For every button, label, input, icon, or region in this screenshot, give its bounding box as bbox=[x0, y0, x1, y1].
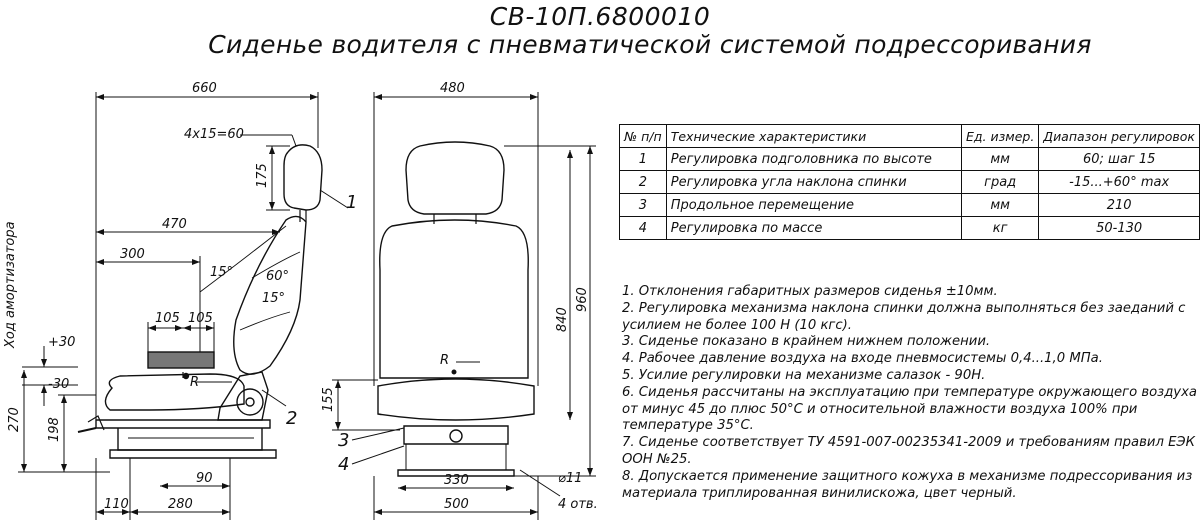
cell-range: 50-130 bbox=[1039, 217, 1200, 240]
cell-unit: мм bbox=[962, 194, 1039, 217]
cell-characteristic: Регулировка подголовника по высоте bbox=[666, 148, 961, 171]
front-headrest bbox=[406, 142, 504, 214]
travel-caption: Ход амортизатора bbox=[3, 221, 18, 348]
dim-270: 270 bbox=[7, 407, 22, 432]
side-cushion bbox=[105, 374, 244, 410]
dim-480: 480 bbox=[440, 81, 465, 96]
note-item: 1. Отклонения габаритных размеров сиденья ±10мм. bbox=[622, 284, 998, 299]
side-labels bbox=[3, 81, 357, 512]
dim-660: 660 bbox=[192, 81, 217, 96]
side-base bbox=[96, 420, 270, 428]
table-row bbox=[620, 217, 1200, 240]
dim-4x15: 4x15=60 bbox=[184, 127, 244, 142]
callout-4: 4 bbox=[338, 454, 350, 475]
cell-range: 210 bbox=[1039, 194, 1200, 217]
cell-characteristic: Регулировка по массе bbox=[666, 217, 961, 240]
dim-105-left: 105 bbox=[155, 311, 180, 326]
note-item: 8. Допускается применение защитного кожуха в механизме подрессоривания из материала триплированная винилискожа, цвет черный. bbox=[622, 468, 1193, 501]
note-item: 4. Рабочее давление воздуха на входе пневмосистемы 0,4...1,0 МПа. bbox=[622, 351, 1103, 367]
angle-15-upper: 15° bbox=[210, 265, 234, 280]
travel-minus: -30 bbox=[48, 377, 70, 392]
drawing-code: СВ-10П.6800010 bbox=[489, 2, 711, 31]
dim-155: 155 bbox=[321, 387, 336, 412]
table-row bbox=[620, 148, 1200, 171]
dim-90: 90 bbox=[196, 471, 213, 486]
table-row bbox=[620, 171, 1200, 194]
note-item: 2. Регулировка механизма наклона спинки должна выполняться без заеданий с усилием не более 100 Н (10 кгс). bbox=[622, 300, 1186, 333]
callout-2: 2 bbox=[286, 408, 298, 429]
front-cushion bbox=[378, 379, 534, 420]
note-item: 6. Сиденья рассчитаны на эксплуатацию при температуре окружающего воздуха от минус 45 до плюс 50°С и относительной влажности воздуха 100% при температуре 35°С. bbox=[622, 384, 1198, 434]
cell-range: -15...+60° max bbox=[1039, 171, 1200, 194]
table-row bbox=[620, 194, 1200, 217]
spec-table bbox=[619, 124, 1200, 240]
dim-330: 330 bbox=[444, 473, 469, 488]
dim-175: 175 bbox=[255, 163, 270, 188]
front-backrest bbox=[380, 220, 529, 378]
cell-unit: град bbox=[962, 171, 1039, 194]
cell-range: 60; шаг 15 bbox=[1039, 148, 1200, 171]
hole-diameter: ⌀11 bbox=[558, 471, 583, 486]
col-unit: Ед. измер. bbox=[962, 125, 1039, 148]
dim-300: 300 bbox=[120, 247, 145, 262]
dim-500: 500 bbox=[444, 497, 469, 512]
front-dimensions bbox=[332, 92, 596, 520]
dim-840: 840 bbox=[555, 307, 570, 332]
callout-1: 1 bbox=[346, 192, 358, 213]
angle-60: 60° bbox=[266, 269, 290, 284]
holes-count: 4 отв. bbox=[558, 497, 598, 512]
drawing-title: Сиденье водителя с пневматической системой подрессоривания bbox=[208, 30, 1092, 59]
dim-280: 280 bbox=[168, 497, 193, 512]
cell-unit: кг bbox=[962, 217, 1039, 240]
callout-3: 3 bbox=[338, 430, 350, 451]
dim-110: 110 bbox=[104, 497, 129, 512]
cell-number: 2 bbox=[620, 171, 667, 194]
radius-side: R bbox=[190, 375, 200, 390]
cell-number: 1 bbox=[620, 148, 667, 171]
dim-105-right: 105 bbox=[188, 311, 213, 326]
front-view bbox=[378, 142, 534, 476]
note-item: 7. Сиденье соответствует ТУ 4591-007-00235341-2009 и требованиям правил ЕЭК ООН №25. bbox=[622, 435, 1195, 467]
col-characteristic: Технические характеристики bbox=[666, 125, 961, 148]
cell-characteristic: Продольное перемещение bbox=[666, 194, 961, 217]
note-item: 3. Сиденье показано в крайнем нижнем положении. bbox=[622, 334, 991, 350]
angle-15-lower: 15° bbox=[262, 291, 286, 306]
dim-470: 470 bbox=[162, 217, 187, 232]
cell-unit: мм bbox=[962, 148, 1039, 171]
cell-characteristic: Регулировка угла наклона спинки bbox=[666, 171, 961, 194]
col-range: Диапазон регулировок bbox=[1039, 125, 1200, 148]
cell-number: 4 bbox=[620, 217, 667, 240]
radius-front: R bbox=[440, 353, 450, 368]
cell-number: 3 bbox=[620, 194, 667, 217]
side-headrest bbox=[284, 145, 322, 210]
dim-960: 960 bbox=[575, 287, 590, 312]
dim-198: 198 bbox=[47, 417, 62, 442]
spec-header-row bbox=[620, 125, 1200, 148]
notes-list bbox=[622, 284, 1198, 502]
travel-plus: +30 bbox=[48, 335, 76, 350]
note-item: 5. Усилие регулировки на механизме салазок - 90Н. bbox=[622, 367, 986, 383]
col-number: № п/п bbox=[620, 125, 667, 148]
